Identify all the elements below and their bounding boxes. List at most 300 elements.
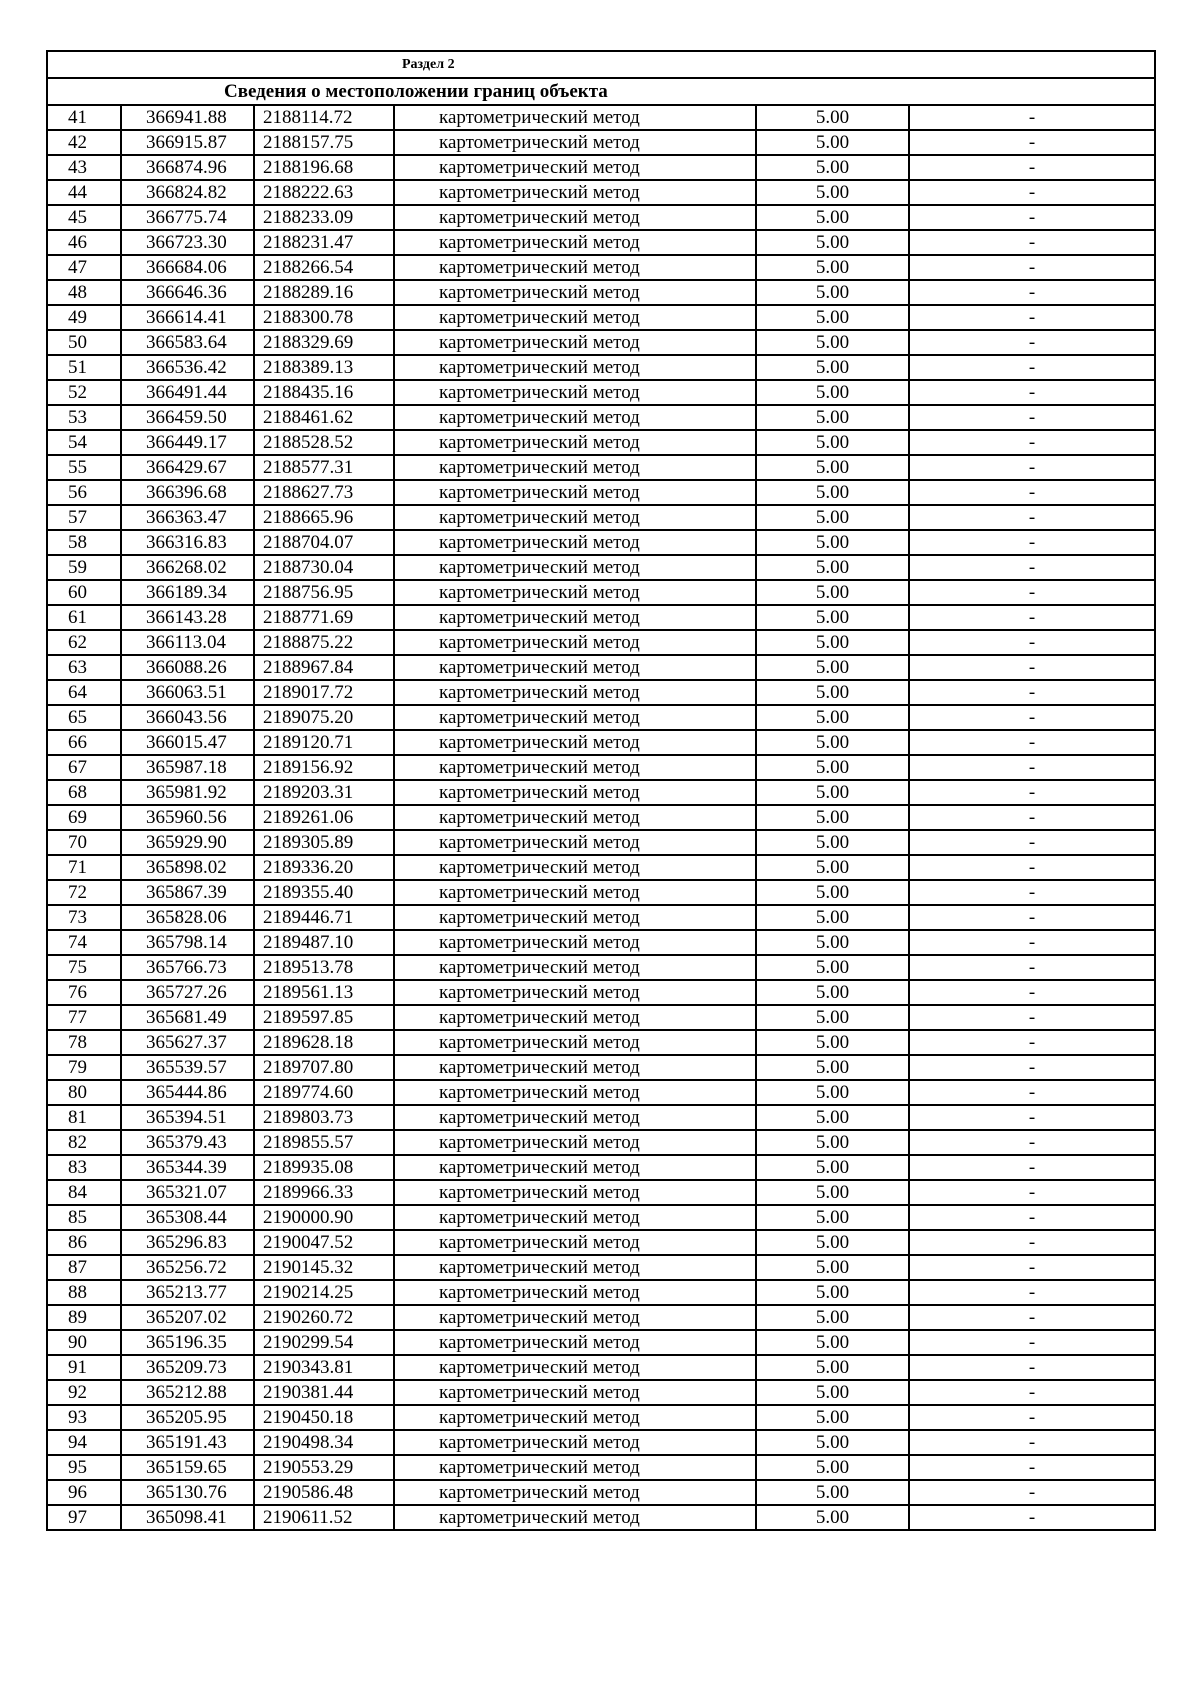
note-cell: - — [909, 1105, 1155, 1130]
point-number-cell: 54 — [47, 430, 121, 455]
x-coordinate-cell: 366363.47 — [121, 505, 254, 530]
y-coordinate-cell: 2189803.73 — [254, 1105, 394, 1130]
accuracy-cell: 5.00 — [756, 1105, 909, 1130]
point-number-cell: 70 — [47, 830, 121, 855]
accuracy-cell: 5.00 — [756, 880, 909, 905]
method-cell: картометрический метод — [394, 480, 756, 505]
point-number-cell: 94 — [47, 1430, 121, 1455]
y-coordinate-cell: 2189156.92 — [254, 755, 394, 780]
point-number-cell: 92 — [47, 1380, 121, 1405]
point-number-cell: 57 — [47, 505, 121, 530]
x-coordinate-cell: 366941.88 — [121, 105, 254, 130]
method-cell: картометрический метод — [394, 105, 756, 130]
table-row — [47, 555, 1155, 580]
table-row — [47, 905, 1155, 930]
note-cell: - — [909, 730, 1155, 755]
method-cell: картометрический метод — [394, 1280, 756, 1305]
point-number-cell: 61 — [47, 605, 121, 630]
table-row — [47, 1355, 1155, 1380]
y-coordinate-cell: 2189017.72 — [254, 680, 394, 705]
x-coordinate-cell: 365379.43 — [121, 1130, 254, 1155]
y-coordinate-cell: 2189075.20 — [254, 705, 394, 730]
y-coordinate-cell: 2188389.13 — [254, 355, 394, 380]
note-cell: - — [909, 780, 1155, 805]
note-cell: - — [909, 755, 1155, 780]
table-row — [47, 455, 1155, 480]
table-row — [47, 730, 1155, 755]
table-row — [47, 355, 1155, 380]
x-coordinate-cell: 366824.82 — [121, 180, 254, 205]
method-cell: картометрический метод — [394, 1455, 756, 1480]
y-coordinate-cell: 2189855.57 — [254, 1130, 394, 1155]
accuracy-cell: 5.00 — [756, 1230, 909, 1255]
table-row — [47, 255, 1155, 280]
x-coordinate-cell: 366088.26 — [121, 655, 254, 680]
point-number-cell: 67 — [47, 755, 121, 780]
y-coordinate-cell: 2188665.96 — [254, 505, 394, 530]
table-row — [47, 1205, 1155, 1230]
point-number-cell: 49 — [47, 305, 121, 330]
x-coordinate-cell: 366491.44 — [121, 380, 254, 405]
method-cell: картометрический метод — [394, 1105, 756, 1130]
accuracy-cell: 5.00 — [756, 530, 909, 555]
y-coordinate-cell: 2188435.16 — [254, 380, 394, 405]
y-coordinate-cell: 2188627.73 — [254, 480, 394, 505]
point-number-cell: 96 — [47, 1480, 121, 1505]
table-row — [47, 605, 1155, 630]
y-coordinate-cell: 2190214.25 — [254, 1280, 394, 1305]
point-number-cell: 66 — [47, 730, 121, 755]
table-row — [47, 1230, 1155, 1255]
method-cell: картометрический метод — [394, 1305, 756, 1330]
y-coordinate-cell: 2190498.34 — [254, 1430, 394, 1455]
x-coordinate-cell: 366396.68 — [121, 480, 254, 505]
table-row — [47, 480, 1155, 505]
y-coordinate-cell: 2189203.31 — [254, 780, 394, 805]
x-coordinate-cell: 366614.41 — [121, 305, 254, 330]
y-coordinate-cell: 2188289.16 — [254, 280, 394, 305]
accuracy-cell: 5.00 — [756, 705, 909, 730]
table-row — [47, 1405, 1155, 1430]
y-coordinate-cell: 2188756.95 — [254, 580, 394, 605]
y-coordinate-cell: 2189561.13 — [254, 980, 394, 1005]
x-coordinate-cell: 366775.74 — [121, 205, 254, 230]
x-coordinate-cell: 366429.67 — [121, 455, 254, 480]
accuracy-cell: 5.00 — [756, 580, 909, 605]
method-cell: картометрический метод — [394, 1430, 756, 1455]
table-row — [47, 780, 1155, 805]
y-coordinate-cell: 2190260.72 — [254, 1305, 394, 1330]
accuracy-cell: 5.00 — [756, 1180, 909, 1205]
table-row — [47, 1005, 1155, 1030]
accuracy-cell: 5.00 — [756, 130, 909, 155]
accuracy-cell: 5.00 — [756, 230, 909, 255]
method-cell: картометрический метод — [394, 355, 756, 380]
table-row — [47, 1280, 1155, 1305]
method-cell: картометрический метод — [394, 1255, 756, 1280]
y-coordinate-cell: 2190000.90 — [254, 1205, 394, 1230]
accuracy-cell: 5.00 — [756, 755, 909, 780]
table-row — [47, 130, 1155, 155]
point-number-cell: 53 — [47, 405, 121, 430]
accuracy-cell: 5.00 — [756, 980, 909, 1005]
y-coordinate-cell: 2190299.54 — [254, 1330, 394, 1355]
point-number-cell: 46 — [47, 230, 121, 255]
table-row — [47, 105, 1155, 130]
point-number-cell: 77 — [47, 1005, 121, 1030]
note-cell: - — [909, 980, 1155, 1005]
accuracy-cell: 5.00 — [756, 855, 909, 880]
method-cell: картометрический метод — [394, 930, 756, 955]
x-coordinate-cell: 366449.17 — [121, 430, 254, 455]
x-coordinate-cell: 365344.39 — [121, 1155, 254, 1180]
note-cell: - — [909, 1155, 1155, 1180]
y-coordinate-cell: 2189120.71 — [254, 730, 394, 755]
method-cell: картометрический метод — [394, 505, 756, 530]
table-row — [47, 1080, 1155, 1105]
note-cell: - — [909, 1355, 1155, 1380]
method-cell: картометрический метод — [394, 180, 756, 205]
table-row — [47, 1430, 1155, 1455]
accuracy-cell: 5.00 — [756, 430, 909, 455]
x-coordinate-cell: 366874.96 — [121, 155, 254, 180]
x-coordinate-cell: 365929.90 — [121, 830, 254, 855]
y-coordinate-cell: 2189628.18 — [254, 1030, 394, 1055]
accuracy-cell: 5.00 — [756, 255, 909, 280]
x-coordinate-cell: 365627.37 — [121, 1030, 254, 1055]
point-number-cell: 95 — [47, 1455, 121, 1480]
table-row — [47, 855, 1155, 880]
point-number-cell: 50 — [47, 330, 121, 355]
accuracy-cell: 5.00 — [756, 205, 909, 230]
point-number-cell: 62 — [47, 630, 121, 655]
x-coordinate-cell: 365159.65 — [121, 1455, 254, 1480]
method-cell: картометрический метод — [394, 1055, 756, 1080]
note-cell: - — [909, 405, 1155, 430]
section-title: Сведения о местоположении границ объекта — [47, 78, 1155, 105]
point-number-cell: 85 — [47, 1205, 121, 1230]
point-number-cell: 81 — [47, 1105, 121, 1130]
x-coordinate-cell: 366583.64 — [121, 330, 254, 355]
note-cell: - — [909, 1305, 1155, 1330]
point-number-cell: 82 — [47, 1130, 121, 1155]
x-coordinate-cell: 365296.83 — [121, 1230, 254, 1255]
point-number-cell: 74 — [47, 930, 121, 955]
accuracy-cell: 5.00 — [756, 1480, 909, 1505]
method-cell: картометрический метод — [394, 655, 756, 680]
table-row — [47, 530, 1155, 555]
note-cell: - — [909, 905, 1155, 930]
point-number-cell: 83 — [47, 1155, 121, 1180]
table-row — [47, 630, 1155, 655]
table-row — [47, 1180, 1155, 1205]
table-row — [47, 1480, 1155, 1505]
x-coordinate-cell: 366063.51 — [121, 680, 254, 705]
accuracy-cell: 5.00 — [756, 605, 909, 630]
table-row — [47, 180, 1155, 205]
x-coordinate-cell: 365727.26 — [121, 980, 254, 1005]
note-cell: - — [909, 1205, 1155, 1230]
point-number-cell: 65 — [47, 705, 121, 730]
accuracy-cell: 5.00 — [756, 280, 909, 305]
x-coordinate-cell: 366536.42 — [121, 355, 254, 380]
x-coordinate-cell: 365539.57 — [121, 1055, 254, 1080]
point-number-cell: 45 — [47, 205, 121, 230]
x-coordinate-cell: 365960.56 — [121, 805, 254, 830]
y-coordinate-cell: 2188967.84 — [254, 655, 394, 680]
accuracy-cell: 5.00 — [756, 1380, 909, 1405]
x-coordinate-cell: 365209.73 — [121, 1355, 254, 1380]
table-row — [47, 805, 1155, 830]
method-cell: картометрический метод — [394, 905, 756, 930]
note-cell: - — [909, 1505, 1155, 1530]
note-cell: - — [909, 505, 1155, 530]
accuracy-cell: 5.00 — [756, 1030, 909, 1055]
y-coordinate-cell: 2188196.68 — [254, 155, 394, 180]
table-row — [47, 880, 1155, 905]
method-cell: картометрический метод — [394, 405, 756, 430]
method-cell: картометрический метод — [394, 1230, 756, 1255]
table-row — [47, 330, 1155, 355]
point-number-cell: 44 — [47, 180, 121, 205]
x-coordinate-cell: 366143.28 — [121, 605, 254, 630]
note-cell: - — [909, 1005, 1155, 1030]
method-cell: картометрический метод — [394, 830, 756, 855]
accuracy-cell: 5.00 — [756, 1405, 909, 1430]
point-number-cell: 91 — [47, 1355, 121, 1380]
x-coordinate-cell: 365205.95 — [121, 1405, 254, 1430]
method-cell: картометрический метод — [394, 330, 756, 355]
point-number-cell: 72 — [47, 880, 121, 905]
accuracy-cell: 5.00 — [756, 480, 909, 505]
table-row — [47, 655, 1155, 680]
y-coordinate-cell: 2189966.33 — [254, 1180, 394, 1205]
method-cell: картометрический метод — [394, 305, 756, 330]
point-number-cell: 68 — [47, 780, 121, 805]
note-cell: - — [909, 105, 1155, 130]
method-cell: картометрический метод — [394, 630, 756, 655]
y-coordinate-cell: 2188528.52 — [254, 430, 394, 455]
table-row — [47, 1055, 1155, 1080]
accuracy-cell: 5.00 — [756, 1080, 909, 1105]
y-coordinate-cell: 2188222.63 — [254, 180, 394, 205]
accuracy-cell: 5.00 — [756, 730, 909, 755]
note-cell: - — [909, 955, 1155, 980]
method-cell: картометрический метод — [394, 1380, 756, 1405]
method-cell: картометрический метод — [394, 1480, 756, 1505]
y-coordinate-cell: 2188730.04 — [254, 555, 394, 580]
method-cell: картометрический метод — [394, 605, 756, 630]
accuracy-cell: 5.00 — [756, 455, 909, 480]
method-cell: картометрический метод — [394, 380, 756, 405]
point-number-cell: 56 — [47, 480, 121, 505]
table-row — [47, 280, 1155, 305]
y-coordinate-cell: 2189774.60 — [254, 1080, 394, 1105]
method-cell: картометрический метод — [394, 205, 756, 230]
point-number-cell: 89 — [47, 1305, 121, 1330]
x-coordinate-cell: 365130.76 — [121, 1480, 254, 1505]
y-coordinate-cell: 2189513.78 — [254, 955, 394, 980]
point-number-cell: 78 — [47, 1030, 121, 1055]
method-cell: картометрический метод — [394, 1155, 756, 1180]
x-coordinate-cell: 365256.72 — [121, 1255, 254, 1280]
point-number-cell: 55 — [47, 455, 121, 480]
accuracy-cell: 5.00 — [756, 1455, 909, 1480]
accuracy-cell: 5.00 — [756, 180, 909, 205]
note-cell: - — [909, 330, 1155, 355]
point-number-cell: 71 — [47, 855, 121, 880]
table-row — [47, 155, 1155, 180]
x-coordinate-cell: 365444.86 — [121, 1080, 254, 1105]
y-coordinate-cell: 2189707.80 — [254, 1055, 394, 1080]
method-cell: картометрический метод — [394, 1080, 756, 1105]
x-coordinate-cell: 365987.18 — [121, 755, 254, 780]
x-coordinate-cell: 366723.30 — [121, 230, 254, 255]
note-cell: - — [909, 1230, 1155, 1255]
method-cell: картометрический метод — [394, 755, 756, 780]
note-cell: - — [909, 855, 1155, 880]
accuracy-cell: 5.00 — [756, 830, 909, 855]
x-coordinate-cell: 365981.92 — [121, 780, 254, 805]
y-coordinate-cell: 2190586.48 — [254, 1480, 394, 1505]
method-cell: картометрический метод — [394, 580, 756, 605]
table-row — [47, 205, 1155, 230]
accuracy-cell: 5.00 — [756, 505, 909, 530]
x-coordinate-cell: 366459.50 — [121, 405, 254, 430]
accuracy-cell: 5.00 — [756, 1130, 909, 1155]
x-coordinate-cell: 366015.47 — [121, 730, 254, 755]
y-coordinate-cell: 2188266.54 — [254, 255, 394, 280]
method-cell: картометрический метод — [394, 805, 756, 830]
y-coordinate-cell: 2190611.52 — [254, 1505, 394, 1530]
note-cell: - — [909, 930, 1155, 955]
method-cell: картометрический метод — [394, 1180, 756, 1205]
table-row — [47, 1305, 1155, 1330]
note-cell: - — [909, 205, 1155, 230]
point-number-cell: 41 — [47, 105, 121, 130]
note-cell: - — [909, 1255, 1155, 1280]
table-row — [47, 380, 1155, 405]
table-row — [47, 1380, 1155, 1405]
note-cell: - — [909, 555, 1155, 580]
method-cell: картометрический метод — [394, 230, 756, 255]
y-coordinate-cell: 2188577.31 — [254, 455, 394, 480]
note-cell: - — [909, 1280, 1155, 1305]
point-number-cell: 73 — [47, 905, 121, 930]
accuracy-cell: 5.00 — [756, 680, 909, 705]
accuracy-cell: 5.00 — [756, 405, 909, 430]
point-number-cell: 42 — [47, 130, 121, 155]
note-cell: - — [909, 1030, 1155, 1055]
note-cell: - — [909, 130, 1155, 155]
table-row — [47, 1255, 1155, 1280]
accuracy-cell: 5.00 — [756, 905, 909, 930]
note-cell: - — [909, 655, 1155, 680]
table-row — [47, 1455, 1155, 1480]
note-cell: - — [909, 1430, 1155, 1455]
table-row — [47, 930, 1155, 955]
x-coordinate-cell: 366268.02 — [121, 555, 254, 580]
method-cell: картометрический метод — [394, 1330, 756, 1355]
method-cell: картометрический метод — [394, 730, 756, 755]
method-cell: картометрический метод — [394, 855, 756, 880]
note-cell: - — [909, 230, 1155, 255]
accuracy-cell: 5.00 — [756, 780, 909, 805]
point-number-cell: 87 — [47, 1255, 121, 1280]
accuracy-cell: 5.00 — [756, 805, 909, 830]
x-coordinate-cell: 365867.39 — [121, 880, 254, 905]
accuracy-cell: 5.00 — [756, 930, 909, 955]
point-number-cell: 80 — [47, 1080, 121, 1105]
note-cell: - — [909, 1455, 1155, 1480]
y-coordinate-cell: 2189487.10 — [254, 930, 394, 955]
table-row — [47, 230, 1155, 255]
table-row — [47, 955, 1155, 980]
accuracy-cell: 5.00 — [756, 555, 909, 580]
accuracy-cell: 5.00 — [756, 955, 909, 980]
note-cell: - — [909, 155, 1155, 180]
table-row — [47, 680, 1155, 705]
note-cell: - — [909, 1180, 1155, 1205]
point-number-cell: 60 — [47, 580, 121, 605]
note-cell: - — [909, 605, 1155, 630]
accuracy-cell: 5.00 — [756, 1280, 909, 1305]
note-cell: - — [909, 255, 1155, 280]
table-row — [47, 505, 1155, 530]
y-coordinate-cell: 2189597.85 — [254, 1005, 394, 1030]
table-row — [47, 755, 1155, 780]
method-cell: картометрический метод — [394, 130, 756, 155]
method-cell: картометрический метод — [394, 530, 756, 555]
note-cell: - — [909, 705, 1155, 730]
y-coordinate-cell: 2189336.20 — [254, 855, 394, 880]
accuracy-cell: 5.00 — [756, 380, 909, 405]
accuracy-cell: 5.00 — [756, 630, 909, 655]
note-cell: - — [909, 480, 1155, 505]
x-coordinate-cell: 365207.02 — [121, 1305, 254, 1330]
x-coordinate-cell: 366646.36 — [121, 280, 254, 305]
y-coordinate-cell: 2188875.22 — [254, 630, 394, 655]
y-coordinate-cell: 2188329.69 — [254, 330, 394, 355]
table-row — [47, 580, 1155, 605]
x-coordinate-cell: 365196.35 — [121, 1330, 254, 1355]
point-number-cell: 79 — [47, 1055, 121, 1080]
x-coordinate-cell: 366684.06 — [121, 255, 254, 280]
accuracy-cell: 5.00 — [756, 1255, 909, 1280]
x-coordinate-cell: 365394.51 — [121, 1105, 254, 1130]
x-coordinate-cell: 365798.14 — [121, 930, 254, 955]
note-cell: - — [909, 530, 1155, 555]
point-number-cell: 64 — [47, 680, 121, 705]
accuracy-cell: 5.00 — [756, 355, 909, 380]
note-cell: - — [909, 580, 1155, 605]
accuracy-cell: 5.00 — [756, 330, 909, 355]
method-cell: картометрический метод — [394, 155, 756, 180]
note-cell: - — [909, 880, 1155, 905]
method-cell: картометрический метод — [394, 705, 756, 730]
y-coordinate-cell: 2189261.06 — [254, 805, 394, 830]
point-number-cell: 76 — [47, 980, 121, 1005]
x-coordinate-cell: 365828.06 — [121, 905, 254, 930]
x-coordinate-cell: 365212.88 — [121, 1380, 254, 1405]
method-cell: картометрический метод — [394, 555, 756, 580]
note-cell: - — [909, 805, 1155, 830]
point-number-cell: 52 — [47, 380, 121, 405]
accuracy-cell: 5.00 — [756, 1055, 909, 1080]
accuracy-cell: 5.00 — [756, 1355, 909, 1380]
note-cell: - — [909, 180, 1155, 205]
x-coordinate-cell: 365308.44 — [121, 1205, 254, 1230]
